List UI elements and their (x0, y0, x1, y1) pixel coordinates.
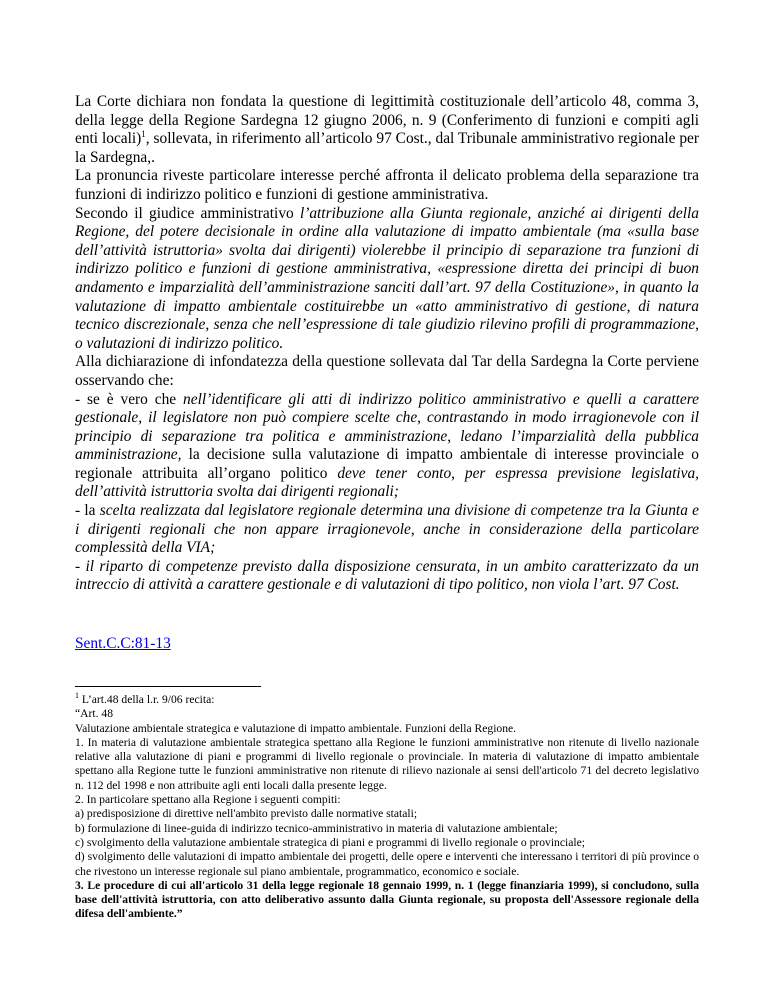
footnote-intro (75, 693, 699, 707)
point-1-italic-b: deve tener conto, per espressa previsione legislativa, dell’attività istruttoria svolta dai dirigenti regionali; (75, 464, 699, 501)
point-1-italic-a: nell’identificare gli atti di indirizzo politico amministrativo e quelli a carattere gestionale, il legislatore non può compiere scelte che, contrastando in modo irragionevole con il principio di separazione tra politica e amministrazione, ledano l’imparzialità della pubblica amministrazione, (75, 390, 699, 464)
paragraph-tar-lead: Secondo il giudice amministrativo (75, 204, 300, 222)
paragraph-conclusion-intro: Alla dichiarazione di infondatezza della questione sollevata dal Tar della Sardegna la Corte perviene osservando che: (75, 353, 699, 389)
footnote-reference: 1 (141, 129, 146, 140)
paragraph-tar-quote: l’attribuzione alla Giunta regionale, anziché ai dirigenti della Regione, del potere decisionale in ordine alla valutazione di impatto ambientale (ma «sulla base dell’attività istruttoria» svolta dai dirigenti) violerebbe il principio di separazione tra funzioni di indirizzo politico e funzioni di gestione amministrativa, «espressione diretta dei principi di buon andamento e imparzialità dell’amministrazione sanciti dall’art. 97 della Costituzione», in quanto la valutazione di impatto ambientale costituirebbe un «atto amministrativo di gestione, di natura tecnico discrezionale, senza che nell’espressione di tale giudizio rilevino profili di programmazione, o valutazioni di indirizzo politico. (75, 204, 700, 352)
footnote-item-d: d) svolgimento delle valutazioni di impatto ambientale dei progetti, delle opere e interventi che interessano i territori di più province o che rivestono un interesse regionale sul piano ambientale, programmatico, economico e sociale. (75, 850, 699, 878)
sentence-link-wrap (75, 635, 699, 654)
footnote-comma-3: 3. Le procedure di cui all'articolo 31 della legge regionale 18 gennaio 1999, n. 1 (legge finanziaria 1999), si concludono, sulla base dell'attività istruttoria, con atto deliberativo assunto dalla Giunta regionale, su proposta dell'Assessore regionale della difesa dell'ambiente.” (75, 878, 699, 921)
point-3-italic: - il riparto di competenze previsto dalla disposizione censurata, in un ambito caratterizzato da un intreccio di attività a carattere gestionale e di valutazioni di tipo politico, non viola l’art. 97 Cost. (75, 557, 699, 594)
footnote-article-number: “Art. 48 (75, 707, 113, 721)
footnote-item-b: b) formulazione di linee-guida di indirizzo tecnico-amministrativo in materia di valutazione ambientale; (75, 821, 558, 835)
paragraph-tar-reasoning (75, 205, 699, 354)
sentence-link[interactable]: Sent.C.C:81-13 (75, 635, 171, 653)
main-text (75, 93, 699, 595)
footnote-separator (75, 686, 261, 687)
paragraph-interest: La pronuncia riveste particolare interesse perché affronta il delicato problema della separazione tra funzioni di indirizzo politico e funzioni di gestione amministrativa. (75, 167, 699, 203)
point-1-lead: - se è vero che (75, 390, 184, 408)
footnote-comma-1: 1. In materia di valutazione ambientale strategica spettano alla Regione le funzioni amministrative non ritenute di livello nazionale relative alla valutazione di piani e programmi di livello regionale o provinciale. In materia di valutazione di impatto ambientale spettano alla Regione tutte le funzioni amministrative non ritenute di rilievo nazionale ai sensi dell'articolo 71 del decreto legislativo n. 112 del 1998 e non attribuite agli enti locali dalla presente legge. (75, 735, 699, 792)
point-2-italic: scelta realizzata dal legislatore regionale determina una divisione di competenze tra la Giunta e i dirigenti regionali che non appare irragionevole, anche in considerazione della particolare complessità della VIA; (75, 502, 699, 557)
footnote-area (75, 693, 699, 922)
point-1-text: la decisione sulla valutazione di impatto ambientale di interesse provinciale o regionale attribuita all’organo politico (75, 446, 699, 482)
footnote-intro-text: L’art.48 della l.r. 9/06 recita: (79, 693, 215, 706)
footnote-marker: 1 (75, 691, 79, 701)
point-2-lead: - la (75, 502, 100, 520)
footnote-article-heading: Valutazione ambientale strategica e valutazione di impatto ambientale. Funzioni della Regione. (75, 721, 517, 735)
document-body (75, 93, 699, 654)
paragraph-ruling (75, 93, 699, 167)
paragraph-point-3 (75, 558, 699, 595)
paragraph-ruling-text-b: , sollevata, in riferimento all’articolo 97 Cost., dal Tribunale amministrativo regionale per la Sardegna,. (75, 130, 699, 166)
footnote-comma-2: 2. In particolare spettano alla Regione i seguenti compiti: (75, 793, 341, 807)
paragraph-point-2 (75, 502, 699, 558)
paragraph-ruling-text-a: La Corte dichiara non fondata la questione di legittimità costituzionale dell’articolo 48, comma 3, della legge della Regione Sardegna 12 giugno 2006, n. 9 (Conferimento di funzioni e compiti agli enti locali) (75, 93, 699, 148)
footnote-item-a: a) predisposizione di direttive nell'ambito previsto dalle normative statali; (75, 807, 418, 821)
paragraph-point-1 (75, 391, 699, 503)
footnote-item-c: c) svolgimento della valutazione ambientale strategica di piani e programmi di livello regionale o provinciale; (75, 835, 585, 849)
